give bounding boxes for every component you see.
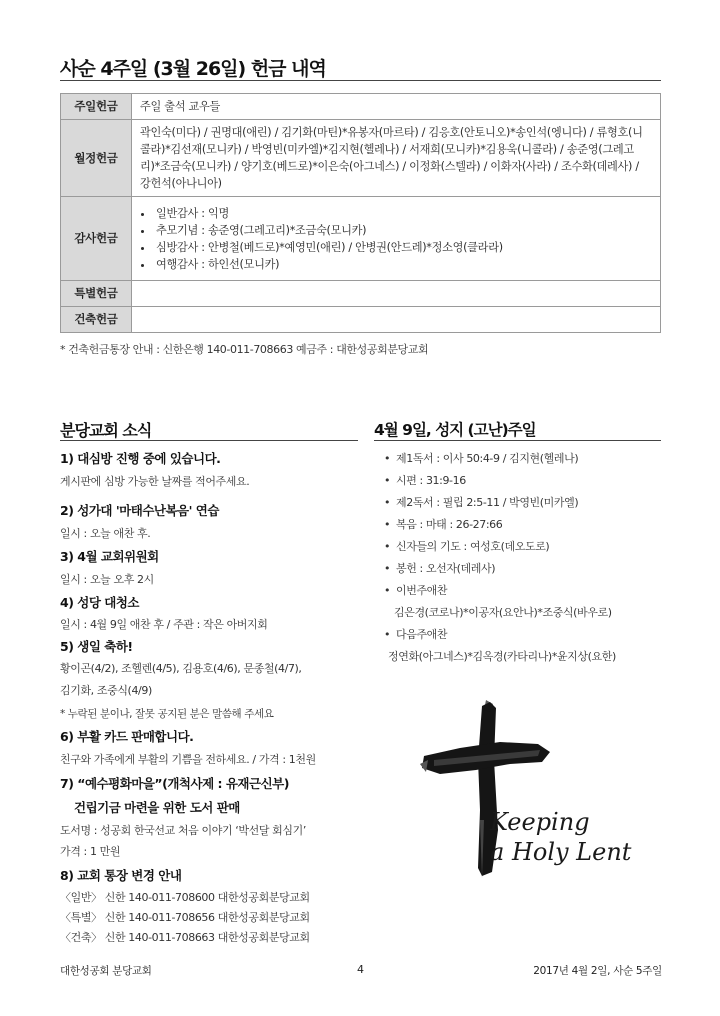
news-item — [60, 772, 360, 864]
list-item: • 봉헌 : 오선자(데레사) — [384, 562, 496, 575]
news-item-title: 5) 생일 축하! — [60, 639, 133, 654]
table-row — [61, 307, 661, 333]
worship-item-text: 이번주애찬 — [396, 584, 448, 597]
offering-title-rule — [60, 80, 661, 81]
offering-table — [60, 93, 661, 333]
worship-title: 4월 9일, 성지 (고난)주일 — [374, 421, 536, 439]
news-list — [60, 448, 360, 948]
row-value: 주일 출석 교우들 — [132, 94, 661, 120]
row-value: 곽인숙(미다) / 권명대(애린) / 김기화(마틴)*유봉자(마르타) / 김응호(안토니오)*송인석(엥니다) / 류형호(니콜라)*김선재(모니카) / 박영빈(미카엘)*김지현(헬레나) / 서재희(모니카)*김용욱(니콜라) / 송준영(그레고리)*조금숙(모니카) / 양기호(베드로)*이은숙(아그네스) / 이정화(스텔라) / 이화자(사라) / 조수화(데레사) / 강헌석(아나니아) — [132, 120, 661, 197]
news-item-line: 게시판에 심방 가능한 날짜를 적어주세요. — [60, 475, 250, 488]
news-item-line: 일시 : 오늘 오후 2시 — [60, 573, 154, 586]
news-item — [60, 864, 360, 948]
news-item-title: 1) 대심방 진행 중에 있습니다. — [60, 451, 221, 466]
list-item: • 제2독서 : 필립 2:5-11 / 박영빈(미카엘) — [384, 496, 579, 509]
worship-item-text: 다음주애찬 — [396, 628, 448, 641]
news-item-title: 4) 성당 대청소 — [60, 595, 139, 610]
thanks-list — [140, 205, 652, 273]
list-item: • 복음 : 마태 : 26-27:66 — [384, 518, 503, 531]
news-item-line: * 누락된 분이나, 잘못 공지된 분은 말씀해 주세요 — [60, 708, 274, 720]
news-item-line: 김기화, 조중식(4/9) — [60, 684, 152, 697]
news-item — [60, 500, 360, 546]
news-item-line: 〈건축〉 신한 140-011-708663 대한성공회분당교회 — [60, 931, 310, 944]
worship-list — [384, 448, 684, 668]
row-label: 주일헌금 — [61, 94, 132, 120]
news-item-title: 7) “예수평화마을”(개척사제 : 유재근신부) — [60, 776, 289, 791]
news-title-rule — [60, 440, 358, 441]
list-item: • 다음주애찬 — [384, 628, 448, 641]
news-item-title-2: 건립기금 마련을 위한 도서 판매 — [74, 800, 240, 815]
row-value — [132, 197, 661, 281]
row-value — [132, 307, 661, 333]
row-label: 특별헌금 — [61, 281, 132, 307]
worship-item-text: 복음 : 마태 : 26-27:66 — [396, 518, 503, 531]
news-item-line: 도서명 : 성공회 한국선교 처음 이야기 ‘박선달 회심기’ — [60, 824, 306, 837]
news-item-title: 2) 성가대 '마태수난복음' 연습 — [60, 503, 219, 518]
news-item-line: 황이곤(4/2), 조헬렌(4/5), 김용호(4/6), 문종철(4/7), — [60, 662, 302, 675]
news-item-line: 일시 : 오늘 애찬 후. — [60, 527, 151, 540]
news-item-title: 8) 교회 통장 변경 안내 — [60, 868, 182, 883]
news-item-line: 가격 : 1 만원 — [60, 845, 121, 858]
offering-title: 사순 4주일 (3월 26일) 헌금 내역 — [60, 58, 326, 80]
lent-cross-image — [420, 700, 670, 880]
worship-item-text: 제2독서 : 필립 2:5-11 / 박영빈(미카엘) — [396, 496, 579, 509]
news-title: 분당교회 소식 — [60, 421, 152, 440]
footer-date: 2017년 4월 2일, 사순 5주일 — [533, 965, 662, 977]
row-label: 월정헌금 — [61, 120, 132, 197]
table-row — [61, 120, 661, 197]
footer-page-number: 4 — [357, 963, 364, 976]
list-item: • 심방감사 : 안병철(베드로)*예영민(애린) / 안병권(안드레)*정소영(클라라) — [154, 239, 652, 256]
news-item — [60, 448, 360, 494]
next-week-aechan: 정연화(아그네스)*김옥경(카타리나)*윤지상(요한) — [388, 650, 616, 663]
list-item: • 신자들의 기도 : 여성호(데오도로) — [384, 540, 550, 553]
worship-item-text: 시편 : 31:9-16 — [396, 474, 466, 487]
footer-church: 대한성공회 분당교회 — [60, 965, 152, 977]
list-item: • 제1독서 : 이사 50:4-9 / 김지현(헬레나) — [384, 452, 579, 465]
worship-item-text: 봉헌 : 오선자(데레사) — [396, 562, 496, 575]
news-item-title: 3) 4월 교회위원회 — [60, 549, 159, 564]
news-item-line: 친구와 가족에게 부활의 기쁨을 전하세요. / 가격 : 1천원 — [60, 753, 316, 766]
table-row — [61, 94, 661, 120]
list-item: • 여행감사 : 하인선(모니카) — [154, 256, 652, 273]
this-week-aechan: 김은경(코로나)*이공자(요안나)*조중식(바우로) — [394, 606, 612, 619]
worship-item-text: 신자들의 기도 : 여성호(데오도로) — [396, 540, 550, 553]
lent-line-2: a Holy Lent — [490, 838, 632, 866]
news-item-title: 6) 부활 카드 판매합니다. — [60, 729, 194, 744]
news-item — [60, 592, 360, 636]
list-item: • 추모기념 : 송준영(그레고리)*조금숙(모니카) — [154, 222, 652, 239]
news-item — [60, 636, 360, 726]
worship-title-rule — [374, 440, 661, 441]
news-item — [60, 546, 360, 592]
news-item-line: 〈일반〉 신한 140-011-708600 대한성공회분당교회 — [60, 891, 310, 904]
row-label: 건축헌금 — [61, 307, 132, 333]
news-item — [60, 726, 360, 772]
list-item: • 시편 : 31:9-16 — [384, 474, 466, 487]
table-row — [61, 281, 661, 307]
list-item: • 일반감사 : 익명 — [154, 205, 652, 222]
lent-line-1: Keeping — [490, 808, 590, 836]
news-item-line: 〈특별〉 신한 140-011-708656 대한성공회분당교회 — [60, 911, 310, 924]
news-item-line: 일시 : 4월 9일 애찬 후 / 주관 : 작은 아버지회 — [60, 618, 268, 631]
list-item: • 이번주애찬 — [384, 584, 448, 597]
account-note: * 건축헌금통장 안내 : 신한은행 140-011-708663 예금주 : 대한성공회분당교회 — [60, 343, 429, 356]
row-label: 감사헌금 — [61, 197, 132, 281]
table-row — [61, 197, 661, 281]
worship-item-text: 제1독서 : 이사 50:4-9 / 김지현(헬레나) — [396, 452, 579, 465]
row-value — [132, 281, 661, 307]
